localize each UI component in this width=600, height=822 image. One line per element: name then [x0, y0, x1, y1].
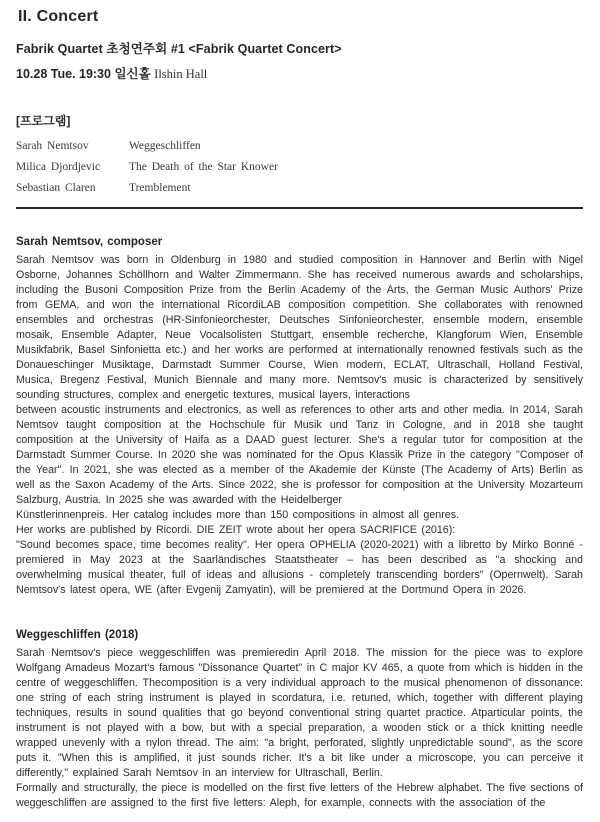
program-work-title: The Death of the Star Knower [129, 161, 278, 173]
page-title: II. Concert [18, 8, 99, 25]
bio-paragraph: Sarah Nemtsov was born in Oldenburg in 1980 and studied composition in Hannover and Berlin with Nigel Osborne, Johannes Schöllhorn and Walter Zimmermann. She has received numerous awards and scholarships, including the Busoni Composition Prize from the Berlin Academy of the Arts, the German Music Authors' Prize from GEMA, and won the international RicordiLAB composition competition. She collaborates with renowned ensembles and orchestras (HR-Sinfonieorchester, Deutsches Sinfonieorchester, ensemble modern, ensemble mosaik, Ensemble Adapter, Neue Vocalsolisten Stuttgart, ensemble recherche, Klangforum Wien, Ensemble Musikfabrik, Basel Sinfonietta etc.) and her works are performed at internationally renowned festivals such as the Donaueschinger Musiktage, Darmstadt Summer Course, Wien modern, ECLAT, Ultraschall, Holland Festival, Musica, Bregenz Festival, Munich Biennale and many more. Nemtsov's music is characterized by sensitively sounding structures, complex and energetic textures, musical layers, interactions [16, 254, 583, 401]
work-note-heading: Weggeschliffen (2018) [16, 629, 139, 641]
program-composer-name: Sebastian Claren [16, 182, 96, 194]
work-note-paragraph: Sarah Nemtsov's piece weggeschliffen was premieredin April 2018. The mission for the piece was to explore Wolfgang Amadeus Mozart's famous "Dissonance Quartet" in C major KV 465, a quote from which is hidden in the centre of weggeschliffen. Thecomposition is a very individual approach to the musical phenomenon of dissonance: one string of each string instrument is played in scordatura, i.e. retuned, which, together with different playing techniques, results in sound qualities that go beyond conventional string quartet practice. Atparticular points, the instrument is not played with a bow, but with a special preparation, a wooden stick or a thick knitting needle wrapped unevenly with a nylon thread. The aim: "a bright, perforated, slightly unpredictable sound", as the score puts it. "When this is amplified, it just sounds richer. It's a bit like under a microscope, you can perceive it differently," explained Sarah Nemtsov in an interview for Ultraschall, Berlin. [16, 647, 583, 779]
program-row [16, 136, 583, 157]
bio-paragraph: "Sound becomes space, time becomes reality". Her opera OPHELIA (2020-2021) with a libretto by Mirko Bonné - premiered in May 2023 at the Saarländisches Staatstheater – has been described as "a shocking and overwhelming musical theater, full of ideas and allusions - completely transcending borders" (Opernwelt). Sarah Nemtsov's latest opera, WE (after Evgenij Zamyatin), will be premiered at the Dortmund Opera in 2026. [16, 539, 583, 596]
bio-paragraph: between acoustic instruments and electronics, as well as references to other arts and other media. In 2014, Sarah Nemtsov taught composition at the Hochschule für Musik und Tanz in Cologne, and in 2018 she taught composition at the University of Haifa as a DAAD guest lecturer. She's a regular tutor for composition at the Darmstadt Summer Course. In 2020 she was nominated for the Opus Klassik Prize in the category "Composer of the Year". In 2021, she was elected as a member of the Akademie der Künste (The Academy of Arts) Berlin as well as the Saxon Academy of the Arts. Since 2022, she is professor for composition at the University Mozarteum Salzburg, Austria. In 2025 she was awarded with the Heidelberger [16, 404, 583, 506]
section-divider-rule [16, 207, 583, 209]
program-row [16, 178, 583, 199]
work-note-text [16, 646, 583, 811]
program-composer-name: Sarah Nemtsov [16, 140, 89, 152]
program-row [16, 157, 583, 178]
event-datetime-line [16, 64, 583, 82]
work-note-paragraph: Formally and structurally, the piece is modelled on the first five letters of the Hebrew alphabet. The five sections of weggeschliffen are assigned to the first five letters: Aleph, for example, connects with the association of the [16, 782, 583, 809]
event-datetime: 10.28 Tue. 19:30 일신홀 [16, 67, 151, 81]
composer-bio-heading: Sarah Nemtsov, composer [16, 236, 163, 248]
event-venue-english: Ilshin Hall [154, 67, 208, 81]
event-title: Fabrik Quartet 초청연주회 #1 <Fabrik Quartet Concert> [16, 42, 342, 56]
program-composer-name: Milica Djordjevic [16, 161, 101, 173]
composer-bio-text [16, 253, 583, 598]
program-work-title: Weggeschliffen [129, 140, 201, 152]
bio-paragraph: Künstlerinnenpreis. Her catalog includes more than 150 compositions in almost all genres. [16, 509, 460, 521]
program-heading: [프로그램] [16, 114, 71, 128]
bio-paragraph: Her works are published by Ricordi. DIE ZEIT wrote about her opera SACRIFICE (2016): [16, 524, 456, 536]
program-work-title: Tremblement [129, 182, 191, 194]
program-table [16, 136, 583, 199]
